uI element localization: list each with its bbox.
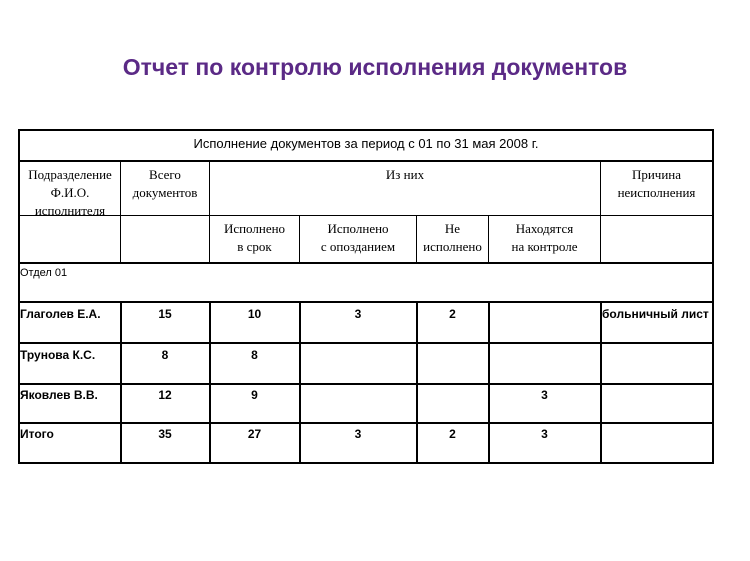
report-table — [18, 129, 714, 464]
table-row-name: Яковлев В.В. — [20, 388, 98, 402]
table-cell-not-done: 2 — [449, 427, 456, 441]
period-header: Исполнение документов за период с 01 по 31 мая 2008 г. — [193, 136, 539, 151]
col-header-on-time: Исполнено в срок — [223, 221, 286, 254]
table-cell-not-done: 2 — [449, 307, 456, 321]
col-header-late: Исполнено с опозданием — [320, 221, 396, 254]
table-cell-total: 12 — [158, 388, 172, 402]
table-cell-reason: больничный лист — [602, 307, 709, 321]
table-row-name: Глаголев Е.А. — [20, 307, 101, 321]
col-header-total: Всего документов — [132, 167, 198, 200]
table-cell-controlled: 3 — [541, 427, 548, 441]
table-row-name: Трунова К.С. — [20, 348, 96, 362]
table-cell-late: 3 — [354, 427, 362, 441]
col-header-department: Подразделение Ф.И.О. исполнителя — [28, 167, 112, 218]
table-cell-on-time: 8 — [251, 348, 258, 362]
col-header-not-done: Не исполнено — [423, 221, 482, 254]
table-cell-late: 3 — [354, 307, 362, 321]
col-header-controlled: Находятся на контроле — [511, 221, 578, 254]
table-cell-total: 35 — [158, 427, 172, 441]
table-cell-total: 15 — [158, 307, 172, 321]
table-row-name: Итого — [20, 427, 54, 441]
table-cell-total: 8 — [161, 348, 169, 362]
table-cell-on-time: 9 — [251, 388, 258, 402]
col-header-reason: Причина неисполнения — [617, 167, 696, 200]
table-cell-on-time: 10 — [247, 307, 262, 321]
col-header-of-them: Из них — [385, 167, 425, 182]
table-cell-controlled: 3 — [541, 388, 548, 402]
section-label: Отдел 01 — [20, 267, 68, 279]
table-cell-on-time: 27 — [247, 427, 262, 441]
page-title: Отчет по контролю исполнения документов — [122, 54, 628, 80]
